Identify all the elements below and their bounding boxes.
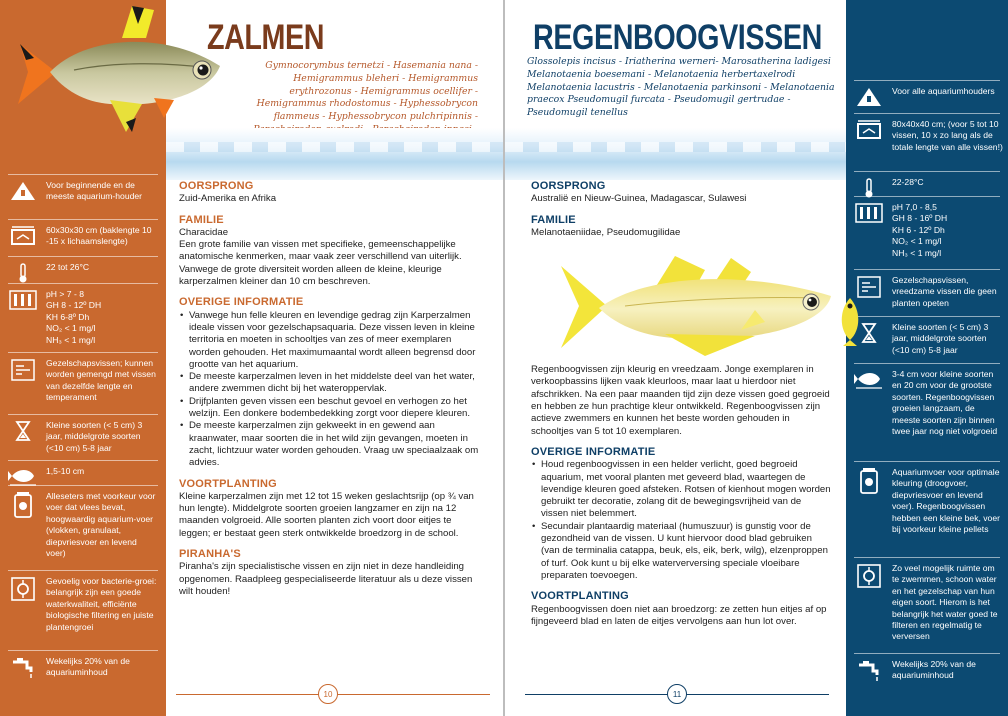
- sidebar-text: Gezelschapsvissen, vreedzame vissen die geen planten opeten: [892, 275, 997, 308]
- sidebar-divider: [8, 460, 158, 461]
- sidebar-row: [0, 358, 166, 404]
- sidebar-divider: [8, 650, 158, 651]
- sidebar-row: [0, 225, 166, 248]
- sidebar-divider: [8, 219, 158, 220]
- section-heading-overige: OVERIGE INFORMATIE: [531, 445, 656, 458]
- sidebar-row: [846, 119, 1008, 153]
- intro-text: Regenboogvissen zijn kleurig en vreedzaam. Jonge exemplaren in verkoopbassins lijken vaak kleurloos, maar laat u hierdoor niet afschrikken. Na een paar maanden tijd zijn deze vissen goed gegroeid en hebben ze hun prachtige kleur ontwikkeld. Regenboogvissen zijn actieve zwemmers en kunnen het beste worden gehouden in schooltjes van 5 tot 10 exemplaren.: [531, 364, 830, 437]
- water-test-icon: [846, 202, 892, 224]
- familie-name: Characidae: [179, 226, 229, 238]
- section-heading-familie: FAMILIE: [531, 213, 576, 226]
- voortplanting-text: Kleine karperzalmen zijn met 12 tot 15 weken geslachtsrijp (op ¾ van hun lengte). Middelgrote soorten groeien langzamer en zijn na 12 maanden volgroeid. Alle soorten planten zich voort door eitjes te leggen; er bestaat geen sterk ontwikkelde broedzorg in de school.: [179, 490, 474, 539]
- sidebar-divider: [854, 461, 1000, 462]
- sidebar-row: [0, 491, 166, 559]
- sidebar-row: [846, 86, 1008, 108]
- section-heading-oorsprong: OORSPRONG: [179, 180, 254, 192]
- sidebar-text: pH > 7 - 8 GH 8 - 12º DH KH 6-8º Dh NO₂ < 1 mg/l NH₃ < 1 mg/l: [46, 289, 102, 345]
- sidebar-row: [0, 420, 166, 454]
- overige-list: [531, 459, 831, 582]
- sidebar-row: [0, 576, 166, 633]
- community-tank-icon: [0, 358, 46, 382]
- sidebar-divider: [854, 113, 1000, 114]
- sidebar-divider: [854, 316, 1000, 317]
- section-heading-voortplanting: VOORTPLANTING: [531, 590, 629, 603]
- sidebar-divider: [854, 557, 1000, 558]
- aquarium-size-icon: [0, 225, 46, 247]
- section-heading-voortplanting: VOORTPLANTING: [179, 477, 277, 490]
- sidebar-row: [0, 656, 166, 680]
- familie-text: Een grote familie van vissen met specifieke, gemeenschappelijke anatomische kenmerken, maar vaak zeer verschillend van uiterlijk. Vanwege de grote diversiteit worden alleen de kleine, kleurige karperzalmen kleiner dan 10 cm beschreven.: [179, 239, 462, 288]
- sidebar-divider: [8, 283, 158, 284]
- fish-size-icon: [846, 369, 892, 389]
- sidebar-text: 22 tot 26°C: [46, 262, 90, 272]
- bacteria-filter-icon: [846, 563, 892, 589]
- sidebar-text: Gevoelig voor bacterie-groei: belangrijk zijn een goede waterkwaliteit, efficiënte biologische filtering en juiste plantengroei: [46, 576, 157, 632]
- sidebar-row: [846, 202, 1008, 259]
- sidebar-text: 3-4 cm voor kleine soorten en 20 cm voor de grootste soorten. Regenboogvissen groeien langzaam, de meeste soorten zijn binnen twee jaar nog niet volgroeid: [892, 369, 998, 437]
- sidebar-divider: [854, 269, 1000, 270]
- sidebar-row: [846, 563, 1008, 643]
- right-sidebar: [846, 0, 1008, 716]
- familie-text: Melanotaeniidae, Pseudomugilidae: [531, 226, 681, 238]
- list-item: • De meeste karperzalmen zijn gekweekt in en gewend aan kraanwater, maar soorten die in het wild zijn gevangen, moeten in zacht, lichtzuur water worden gehouden. Vraag uw speciaalzaak om advies.: [179, 420, 479, 469]
- species-list: Gymnocorymbus ternetzi - Hasemania nana - Hemigrammus bleheri - Hemigrammus erythrozonus - Hemigrammus ocellifer - Hemigrammus rhodostomus - Hyphessobrycon flammeus - Hyphessobrycon pulchripinnis -: [256, 60, 478, 123]
- aquarium-size-icon: [846, 119, 892, 141]
- voortplanting-text: Regenboogvissen doen niet aan broedzorg: ze zetten hun eitjes af op fijngeveerd blad en laten de eitjes vervolgens aan hun lot over.: [531, 603, 827, 627]
- sidebar-row: [846, 659, 1008, 683]
- sidebar-text: Voor alle aquariumhouders: [892, 86, 995, 96]
- sidebar-text: Wekelijks 20% van de aquariuminhoud: [46, 656, 130, 678]
- water-surface-decoration: [166, 128, 503, 180]
- page-number: 11: [667, 684, 687, 704]
- right-page: [505, 0, 1008, 716]
- sidebar-divider: [8, 570, 158, 571]
- food-container-icon: [0, 491, 46, 519]
- sidebar-text: Voor beginnende en de meeste aquarium-houder: [46, 180, 143, 202]
- left-page: [0, 0, 503, 716]
- tetra-fish-image: [14, 0, 234, 140]
- sidebar-row: [0, 289, 166, 346]
- sidebar-divider: [8, 352, 158, 353]
- sidebar-text: Gezelschapsvissen; kunnen worden gemengd met vissen van dezelfde lengte en temperament: [46, 358, 156, 403]
- hourglass-icon: [0, 420, 46, 442]
- sidebar-row: [0, 180, 166, 203]
- sidebar-divider: [854, 80, 1000, 81]
- species-list: Glossolepis incisus - Iriatherina werneri- Marosatherina ladigesi Melanotaenia boesemani - Melanotaenia herbertaxelrodi Melanotaenia lacustris - Melanotaenia parkinsoni - Melanotaenia praecox Pseudomugil furcata - Pseudomugil gertrudae - Pseudomugil tenellus: [527, 56, 835, 119]
- faucet-icon: [0, 656, 46, 680]
- water-surface-decoration: [505, 128, 846, 180]
- rainbowfish-image: [555, 252, 845, 362]
- overige-list: [179, 310, 479, 470]
- sidebar-text: Zo veel mogelijk ruimte om te zwemmen, schoon water en het gezelschap van hun eigen soort. Hierom is het belangrijk het water goed te filteren en regelmatig te verversen: [892, 563, 998, 642]
- food-container-icon: [846, 467, 892, 495]
- sidebar-row: [846, 275, 1008, 309]
- sidebar-divider: [854, 363, 1000, 364]
- sidebar-row: [846, 467, 1008, 535]
- fish-size-icon: [0, 466, 46, 486]
- sidebar-text: Kleine soorten (< 5 cm) 3 jaar, middelgrote soorten (<10 cm) 5-8 jaar: [892, 322, 989, 355]
- sidebar-divider: [8, 414, 158, 415]
- section-heading-overige: OVERIGE INFORMATIE: [179, 296, 304, 309]
- sidebar-divider: [8, 256, 158, 257]
- thermometer-icon: [0, 262, 46, 284]
- pyramid-icon: [0, 180, 46, 202]
- sidebar-row: [846, 369, 1008, 437]
- section-heading-oorsprong: OORSPRONG: [531, 180, 606, 192]
- sidebar-text: 80x40x40 cm; (voor 5 tot 10 vissen, 10 x zo lang als de totale lengte van alle vissen!): [892, 119, 1003, 152]
- sidebar-divider: [854, 196, 1000, 197]
- sidebar-divider: [8, 174, 158, 175]
- sidebar-divider: [8, 485, 158, 486]
- piranha-text: Piranha's zijn specialistische vissen en zijn niet in deze handleiding opgenomen. Raadpleeg gespecialiseerde literatuur als u deze vissen wilt houden!: [179, 561, 473, 597]
- list-item: • Secundair plantaardig materiaal (humuszuur) is gunstig voor de gezondheid van de vissen. U kunt hiervoor dood blad gebruiken (van de terminalia catappa, beuk, els, eik, berk, wilg), elzenproppen of turf. Ook kunt u bij elke waterverversing speciale vloeibare preparaten toevoegen.: [531, 521, 831, 582]
- sidebar-row: [846, 322, 1008, 356]
- sidebar-row: [0, 262, 166, 284]
- page-title: ZALMEN: [207, 18, 325, 57]
- water-test-icon: [0, 289, 46, 311]
- pyramid-icon: [846, 86, 892, 108]
- sidebar-text: Alleseters met voorkeur voor voer dat vlees bevat, hoogwaardig aquarium-voer (vlokken, granulaat, diepvriesvoer en levend voer): [46, 491, 156, 559]
- sidebar-text: 22-28°C: [892, 177, 924, 187]
- page-title: REGENBOOGVISSEN: [533, 18, 822, 57]
- page-number: 10: [318, 684, 338, 704]
- sidebar-text: Aquariumvoer voor optimale kleuring (droogvoer, diepvriesvoer en levend voer). Regenboogvissen hebben een kleine bek, voer bij voorkeur kleine pellets: [892, 467, 1000, 535]
- sidebar-text: pH 7,0 - 8,5 GH 8 - 16º DH KH 6 - 12º Dh NO₂ < 1 mg/l NH₃ < 1 mg/l: [892, 202, 948, 258]
- sidebar-row: [0, 466, 166, 486]
- list-item: • Vanwege hun felle kleuren en levendige gedrag zijn Karperzalmen ideale vissen voor gezelschapsaquaria. Deze vissen leven in kleine territoria en moeten in schooltjes van zes of meer exemplaren worden gehouden. Het maximumaantal wordt alleen begrensd door grootte van het aquarium.: [179, 310, 479, 371]
- right-body-text: [531, 180, 831, 628]
- section-heading-piranha: PIRANHA'S: [179, 548, 241, 561]
- oorsprong-text: Zuid-Amerika en Afrika: [179, 193, 277, 205]
- small-fish-decoration: [835, 296, 865, 346]
- bacteria-filter-icon: [0, 576, 46, 602]
- sidebar-text: 60x30x30 cm (baklengte 10 -15 x lichaamslengte): [46, 225, 152, 247]
- list-item: • Houd regenboogvissen in een helder verlicht, goed begroeid aquarium, met vooral planten met geveerd blad, waartegen de levendige kleuren goed afsteken. Rotsen of kienhout mogen worden gebruikt ter decoratie, zolang dit de bewegingsvrijheid van de vissen niet belemmert.: [531, 459, 831, 520]
- oorsprong-text: Australië en Nieuw-Guinea, Madagascar, Sulawesi: [531, 193, 747, 205]
- sidebar-text: Wekelijks 20% van de aquariuminhoud: [892, 659, 976, 681]
- sidebar-divider: [854, 171, 1000, 172]
- sidebar-text: 1,5-10 cm: [46, 466, 85, 476]
- faucet-icon: [846, 659, 892, 683]
- list-item: • De meeste karperzalmen leven in het middelste deel van het water, andere zwemmen dicht bij het wateroppervlak.: [179, 371, 479, 396]
- sidebar-text: Kleine soorten (< 5 cm) 3 jaar, middelgrote soorten (<10 cm) 5-8 jaar: [46, 420, 143, 453]
- left-body-text: [179, 180, 479, 598]
- list-item: • Drijfplanten geven vissen een beschut gevoel en verhogen zo het welzijn. Een donkere bodembedekking zorgt voor diepere kleuren.: [179, 396, 479, 421]
- section-heading-familie: FAMILIE: [179, 213, 224, 226]
- sidebar-divider: [854, 653, 1000, 654]
